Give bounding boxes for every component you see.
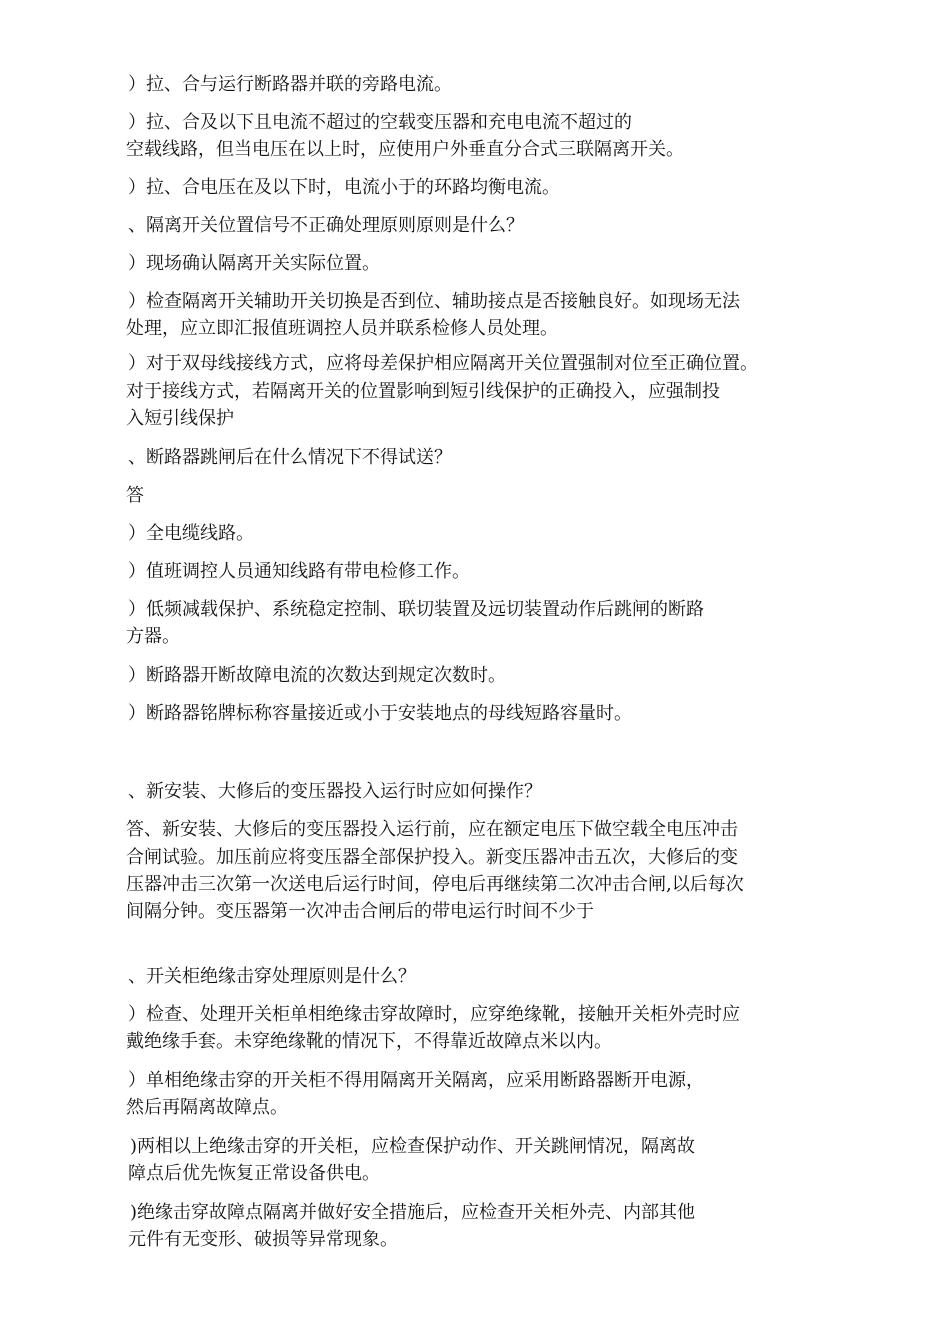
question-heading: 、断路器跳闸后在什么情况下不得试送？ (128, 447, 452, 468)
paragraph-line: ）检查隔离开关辅助开关切换是否到位、辅助接点是否接触良好。如现场无法 (128, 291, 740, 312)
paragraph-line: ）拉、合与运行断路器并联的旁路电流。 (128, 74, 452, 95)
paragraph-line: 答、新安装、大修后的变压器投入运行前，应在额定电压下做空载全电压冲击 (126, 819, 738, 840)
paragraph-line: ）全电缆线路。 (128, 523, 254, 544)
paragraph-line: ）拉、合电压在及以下时，电流小于的环路均衡电流。 (128, 177, 560, 198)
paragraph-line: 空载线路，但当电压在以上时，应使用户外垂直分合式三联隔离开关。 (126, 139, 684, 160)
paragraph-line: ）对于双母线接线方式，应将母差保护相应隔离开关位置强制对位至正确位置。 (128, 353, 758, 374)
paragraph-line: )两相以上绝缘击穿的开关柜，应检查保护动作、开关跳闸情况，隔离故 (130, 1136, 696, 1157)
paragraph-line: 然后再隔离故障点。 (126, 1097, 288, 1118)
question-heading: 、新安装、大修后的变压器投入运行时应如何操作？ (128, 781, 542, 802)
paragraph-line: 元件有无变形、破损等异常现象。 (128, 1229, 398, 1250)
paragraph-line: 合闸试验。加压前应将变压器全部保护投入。新变压器冲击五次，大修后的变 (126, 847, 738, 868)
paragraph-line: 入短引线保护 (126, 408, 234, 429)
paragraph-line: ）值班调控人员通知线路有带电检修工作。 (128, 561, 470, 582)
paragraph-line: 压器冲击三次第一次送电后运行时间，停电后再继续第二次冲击合闸,以后每次 (126, 874, 744, 895)
paragraph-line: 戴绝缘手套。未穿绝缘靴的情况下，不得靠近故障点米以内。 (126, 1031, 612, 1052)
paragraph-line: 间隔分钟。变压器第一次冲击合闸后的带电运行时间不少于 (126, 901, 594, 922)
paragraph-line: ）检查、处理开关柜单相绝缘击穿故障时，应穿绝缘靴，接触开关柜外壳时应 (128, 1004, 740, 1025)
paragraph-line: ）断路器开断故障电流的次数达到规定次数时。 (128, 665, 506, 686)
paragraph-line: ）拉、合及以下且电流不超过的空载变压器和充电电流不超过的 (128, 112, 632, 133)
paragraph-line: 障点后优先恢复正常设备供电。 (128, 1163, 380, 1184)
answer-label: 答 (126, 485, 144, 506)
paragraph-line: 对于接线方式，若隔离开关的位置影响到短引线保护的正确投入，应强制投 (126, 381, 720, 402)
paragraph-line: ）低频减载保护、系统稳定控制、联切装置及远切装置动作后跳闸的断路 (128, 599, 704, 620)
question-heading: 、开关柜绝缘击穿处理原则是什么？ (128, 966, 416, 987)
paragraph-line: 方器。 (126, 626, 180, 647)
paragraph-line: ）现场确认隔离开关实际位置。 (128, 253, 380, 274)
paragraph-line: )绝缘击穿故障点隔离并做好安全措施后，应检查开关柜外壳、内部其他 (130, 1202, 696, 1223)
paragraph-line: ）单相绝缘击穿的开关柜不得用隔离开关隔离，应采用断路器断开电源， (128, 1070, 704, 1091)
paragraph-line: ）断路器铭牌标称容量接近或小于安装地点的母线短路容量时。 (128, 703, 632, 724)
paragraph-line: 处理，应立即汇报值班调控人员并联系检修人员处理。 (126, 318, 558, 339)
question-heading: 、隔离开关位置信号不正确处理原则原则是什么？ (128, 215, 524, 236)
